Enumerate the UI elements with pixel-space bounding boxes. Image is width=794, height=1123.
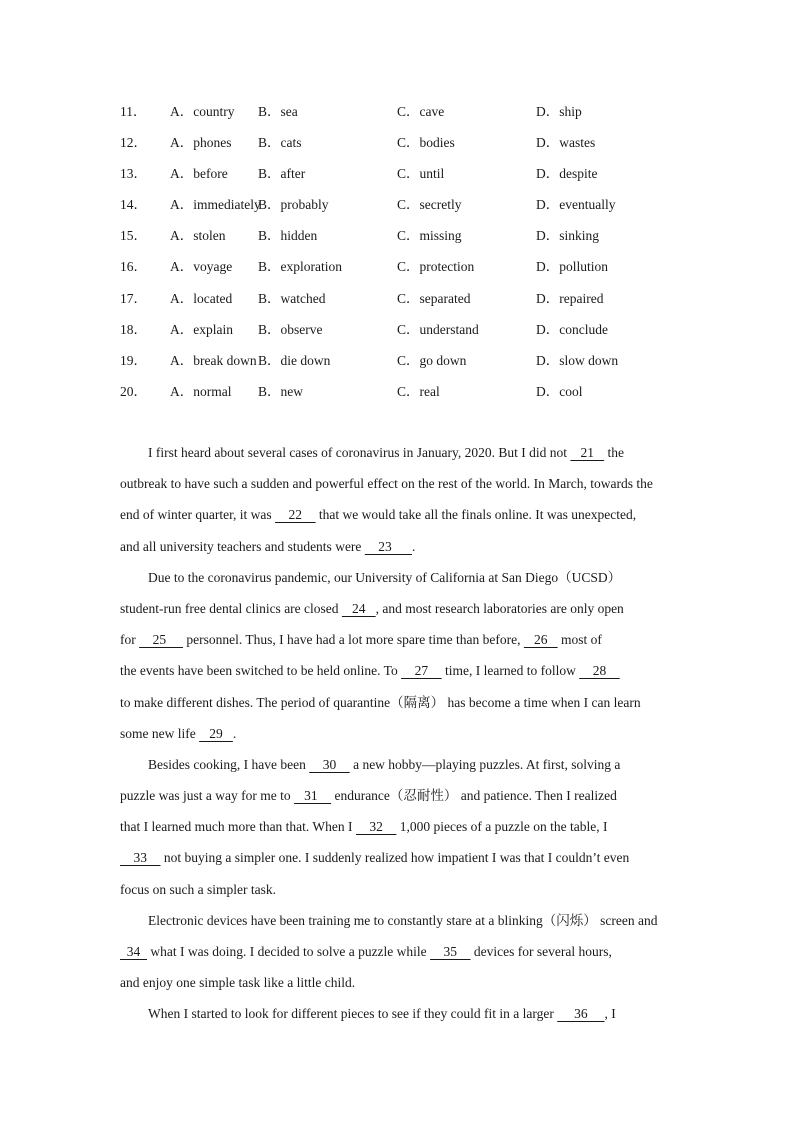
blank-26[interactable]: 26 bbox=[523, 632, 558, 648]
passage-text: the bbox=[604, 445, 625, 460]
blank-21[interactable]: 21 bbox=[570, 445, 605, 460]
option-d: D．slow down bbox=[536, 352, 619, 368]
question-number: 11． bbox=[120, 104, 147, 119]
passage-line bbox=[120, 473, 676, 504]
option-row bbox=[120, 256, 720, 287]
passage-text: and enjoy one simple task like a little child. bbox=[120, 975, 356, 991]
passage-line bbox=[120, 629, 676, 660]
passage-line bbox=[120, 972, 676, 1003]
blank-34[interactable]: 34 bbox=[120, 944, 147, 959]
passage-text: the events have been switched to be held online. To bbox=[120, 663, 402, 679]
option-row bbox=[120, 288, 720, 319]
option-c: C．secretly bbox=[397, 197, 462, 213]
passage-text: that I learned much more than that. When I bbox=[120, 819, 356, 835]
option-c: C．missing bbox=[397, 228, 462, 244]
passage-line bbox=[120, 442, 676, 473]
option-b: B．hidden bbox=[258, 228, 318, 244]
option-b: B．new bbox=[258, 383, 303, 399]
passage-line bbox=[120, 754, 676, 785]
option-a: A．phones bbox=[170, 135, 232, 151]
passage-text: and all university teachers and students were bbox=[120, 538, 365, 554]
option-row bbox=[120, 132, 720, 163]
passage-text: , and most research laboratories are only open bbox=[375, 600, 624, 616]
passage-line bbox=[120, 598, 676, 629]
passage-text: most of bbox=[557, 632, 602, 648]
passage-text: student-run free dental clinics are closed bbox=[120, 600, 342, 616]
option-b: B．probably bbox=[258, 197, 329, 213]
passage-text: Electronic devices have been training me to constantly stare at a blinking（闪烁） screen and bbox=[148, 912, 658, 928]
passage-text: Due to the coronavirus pandemic, our University of California at San Diego（UCSD） bbox=[148, 569, 622, 585]
blank-28[interactable]: 28 bbox=[579, 663, 620, 679]
blank-22[interactable]: 22 bbox=[275, 507, 316, 523]
option-b: B．cats bbox=[258, 135, 302, 151]
question-number: 15． bbox=[120, 228, 147, 244]
option-c: C．separated bbox=[397, 290, 471, 306]
passage-text: . bbox=[412, 538, 416, 554]
passage-line bbox=[120, 723, 676, 754]
blank-23[interactable]: 23 bbox=[364, 538, 413, 554]
option-c: C．real bbox=[397, 383, 440, 399]
passage-text: Besides cooking, I have been bbox=[148, 756, 310, 772]
passage-line bbox=[120, 660, 676, 691]
passage-line bbox=[120, 504, 676, 535]
option-a: A．country bbox=[170, 104, 235, 119]
option-b: B．observe bbox=[258, 321, 323, 337]
option-a: A．before bbox=[170, 166, 228, 182]
option-a: A．explain bbox=[170, 321, 233, 337]
passage-text: I first heard about several cases of coronavirus in January, 2020. But I did not bbox=[148, 445, 571, 460]
option-c: C．until bbox=[397, 166, 445, 182]
option-d: D．pollution bbox=[536, 259, 609, 275]
option-d: D．sinking bbox=[536, 228, 600, 244]
option-row bbox=[120, 225, 720, 256]
passage-text: 1,000 pieces of a puzzle on the table, I bbox=[396, 819, 608, 835]
option-c: C．go down bbox=[397, 352, 467, 368]
passage-text: puzzle was just a way for me to bbox=[120, 788, 294, 804]
passage-text: , I bbox=[604, 1006, 616, 1022]
option-a: A．voyage bbox=[170, 259, 233, 275]
option-d: D．cool bbox=[536, 383, 583, 399]
passage-text: a new hobby—playing puzzles. At first, solving a bbox=[349, 756, 621, 772]
question-number: 19． bbox=[120, 352, 147, 368]
option-b: B．after bbox=[258, 166, 306, 182]
passage-text: not buying a simpler one. I suddenly realized how impatient I was that I couldn’t even bbox=[160, 850, 630, 866]
option-a: A．stolen bbox=[170, 228, 226, 244]
option-a: A．break down bbox=[170, 352, 257, 368]
option-b: B．sea bbox=[258, 104, 298, 119]
question-number: 17． bbox=[120, 290, 147, 306]
option-row bbox=[120, 163, 720, 194]
passage-text: end of winter quarter, it was bbox=[120, 507, 276, 523]
passage-line bbox=[120, 536, 676, 567]
question-number: 12． bbox=[120, 135, 147, 151]
option-d: D．despite bbox=[536, 166, 598, 182]
blank-29[interactable]: 29 bbox=[199, 725, 233, 741]
passage-line bbox=[120, 1003, 676, 1034]
question-number: 14． bbox=[120, 197, 147, 213]
passage-text: that we would take all the finals online. It was unexpected, bbox=[315, 507, 637, 523]
passage-line bbox=[120, 910, 676, 941]
blank-24[interactable]: 24 bbox=[341, 600, 376, 616]
option-a: A．normal bbox=[170, 383, 232, 399]
option-row bbox=[120, 381, 720, 412]
passage-line bbox=[120, 816, 676, 847]
passage-line bbox=[120, 941, 676, 972]
question-number: 13． bbox=[120, 166, 147, 182]
passage-text: When I started to look for different pieces to see if they could fit in a larger bbox=[148, 1006, 558, 1022]
passage-text: outbreak to have such a sudden and powerful effect on the rest of the world. In March, towards the bbox=[120, 476, 653, 492]
blank-31[interactable]: 31 bbox=[293, 788, 332, 804]
option-row bbox=[120, 319, 720, 350]
passage-line bbox=[120, 879, 676, 910]
option-c: C．bodies bbox=[397, 135, 455, 151]
option-c: C．cave bbox=[397, 104, 445, 119]
passage-text: endurance（忍耐性） and patience. Then I realized bbox=[331, 788, 617, 804]
blank-32[interactable]: 32 bbox=[355, 819, 397, 835]
option-d: D．eventually bbox=[536, 197, 616, 213]
passage-text: time, I learned to follow bbox=[441, 663, 580, 679]
option-a: A．immediately bbox=[170, 197, 261, 213]
passage-line bbox=[120, 692, 676, 723]
blank-36[interactable]: 36 bbox=[557, 1006, 605, 1022]
option-row bbox=[120, 350, 720, 381]
blank-30[interactable]: 30 bbox=[309, 756, 350, 772]
passage-text: devices for several hours, bbox=[470, 944, 612, 959]
cloze-passage bbox=[120, 442, 676, 1035]
option-b: B．watched bbox=[258, 290, 326, 306]
passage-text: to make different dishes. The period of quarantine（隔离） has become a time when I can learn bbox=[120, 694, 641, 710]
answer-options bbox=[120, 101, 720, 412]
option-d: D．repaired bbox=[536, 290, 604, 306]
option-d: D．ship bbox=[536, 104, 582, 119]
option-d: D．conclude bbox=[536, 321, 608, 337]
passage-text: . bbox=[232, 725, 237, 741]
blank-35[interactable]: 35 bbox=[430, 944, 471, 959]
blank-25[interactable]: 25 bbox=[139, 632, 183, 648]
passage-line bbox=[120, 567, 676, 598]
passage-line bbox=[120, 785, 676, 816]
passage-text: personnel. Thus, I have had a lot more spare time than before, bbox=[183, 632, 524, 648]
passage-text: what I was doing. I decided to solve a puzzle while bbox=[147, 944, 431, 959]
option-row bbox=[120, 194, 720, 225]
option-b: B．exploration bbox=[258, 259, 342, 275]
option-a: A．located bbox=[170, 290, 233, 306]
blank-27[interactable]: 27 bbox=[401, 663, 442, 679]
passage-line bbox=[120, 847, 676, 878]
blank-33[interactable]: 33 bbox=[120, 850, 161, 866]
option-b: B．die down bbox=[258, 352, 331, 368]
question-number: 20． bbox=[120, 383, 147, 399]
option-c: C．protection bbox=[397, 259, 475, 275]
option-c: C．understand bbox=[397, 321, 479, 337]
question-number: 16． bbox=[120, 259, 147, 275]
passage-text: focus on such a simpler task. bbox=[120, 881, 276, 897]
question-number: 18． bbox=[120, 321, 147, 337]
passage-text: for bbox=[120, 632, 140, 648]
passage-text: some new life bbox=[120, 725, 200, 741]
option-row bbox=[120, 101, 720, 132]
option-d: D．wastes bbox=[536, 135, 596, 151]
